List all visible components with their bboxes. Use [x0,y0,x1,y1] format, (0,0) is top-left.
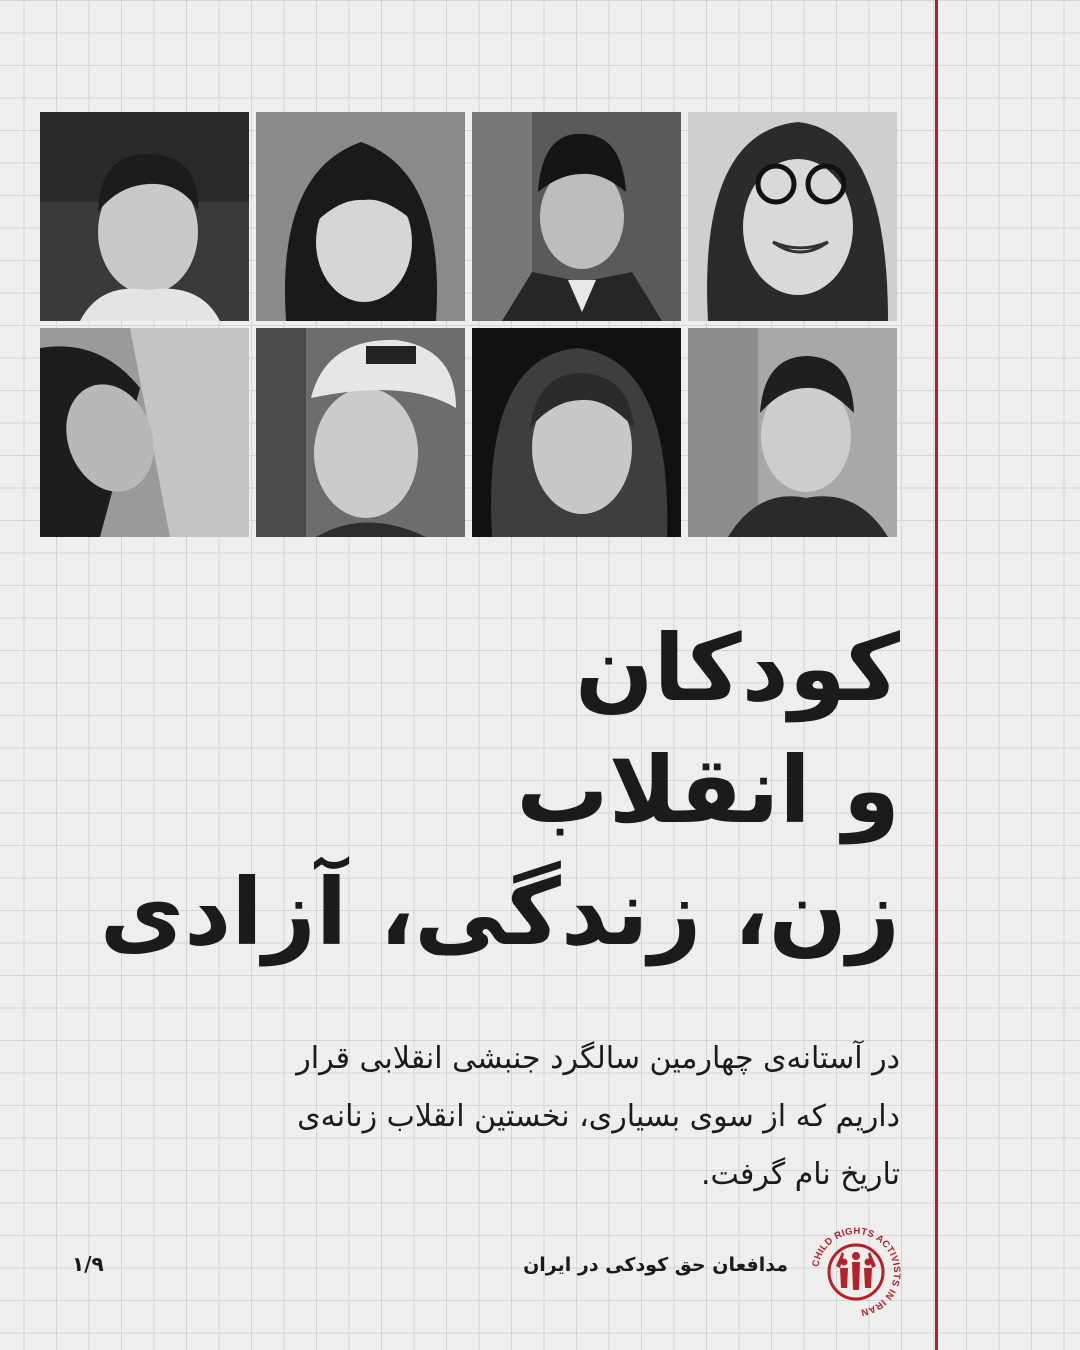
body-paragraph [200,1030,900,1204]
photo-girl-scarf [472,328,681,537]
org-name: مدافعان حق کودکی در ایران [523,1254,788,1276]
logo-text: CHILD RIGHTS ACTIVISTS IN IRAN [810,1225,903,1318]
photo-girl-bangs [256,112,465,321]
body-line-2: داریم که از سوی بسیاری، نخستین انقلاب زنانه‌ی [297,1099,900,1134]
title-line-2: و انقلاب [516,737,900,844]
title-line-3: زن، زندگی، آزادی [99,859,900,966]
title-line-1: کودکان [575,615,900,722]
photo-boy-suit [472,112,681,321]
photo-boy-1 [40,112,249,321]
photo-boy-2 [688,328,897,537]
photo-girl-glasses [688,112,897,321]
org-logo [806,1222,906,1322]
page-title [99,608,900,974]
photo-girl-sideways [40,328,249,537]
page-number: ۱/۹ [72,1252,104,1276]
body-line-3: تاریخ نام گرفت. [701,1157,900,1192]
photo-boy-cap [256,328,465,537]
photo-grid [40,112,897,537]
red-margin-line [935,0,938,1350]
body-line-1: در آستانه‌ی چهارمین سالگرد جنبشی انقلابی قرار [296,1041,900,1076]
